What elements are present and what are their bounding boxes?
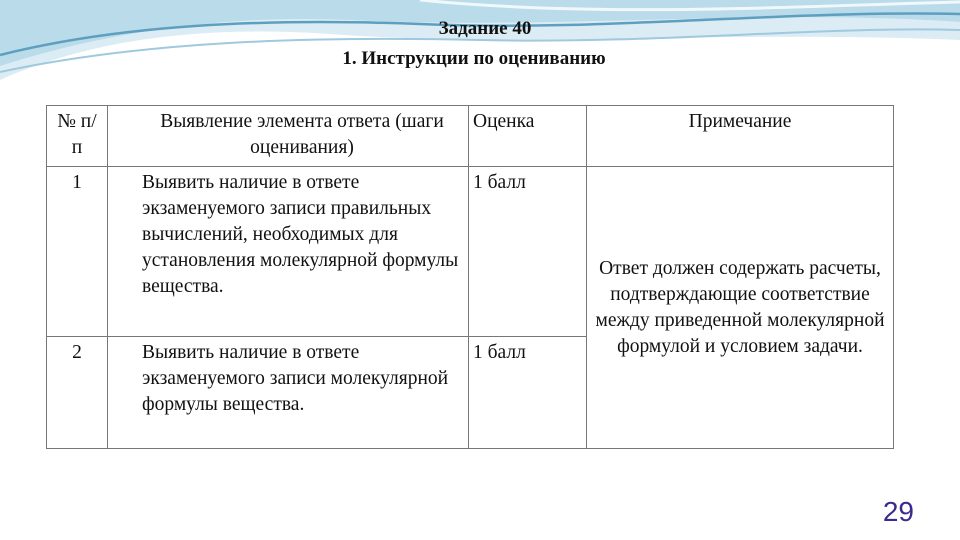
row-score: 1 балл: [469, 337, 587, 449]
table-header-row: [47, 106, 894, 167]
row-num: 2: [47, 337, 108, 449]
header-step: Выявление элемента ответа (шаги оценивания): [108, 106, 469, 167]
note-cell: Ответ должен содержать расчеты, подтверждающие соответствие между приведенной молекулярной формулой и условием задачи.: [587, 167, 894, 449]
header-note: Примечание: [587, 106, 894, 167]
grading-table: [46, 105, 894, 449]
slide-title: Задание 40: [438, 18, 532, 39]
title-block: [0, 14, 960, 74]
row-num: 1: [47, 167, 108, 337]
page-number: 29: [882, 496, 914, 527]
header-score: Оценка: [469, 106, 587, 167]
row-step: Выявить наличие в ответе экзаменуемого записи правильных вычислений, необходимых для установления молекулярной формулы вещества.: [108, 167, 469, 337]
slide-subtitle: 1. Инструкции по оцениванию: [342, 48, 606, 69]
row-score: 1 балл: [469, 167, 587, 337]
header-num: № п/п: [47, 106, 108, 167]
table-row: [47, 167, 894, 337]
row-step: Выявить наличие в ответе экзаменуемого записи молекулярной формулы вещества.: [108, 337, 469, 449]
